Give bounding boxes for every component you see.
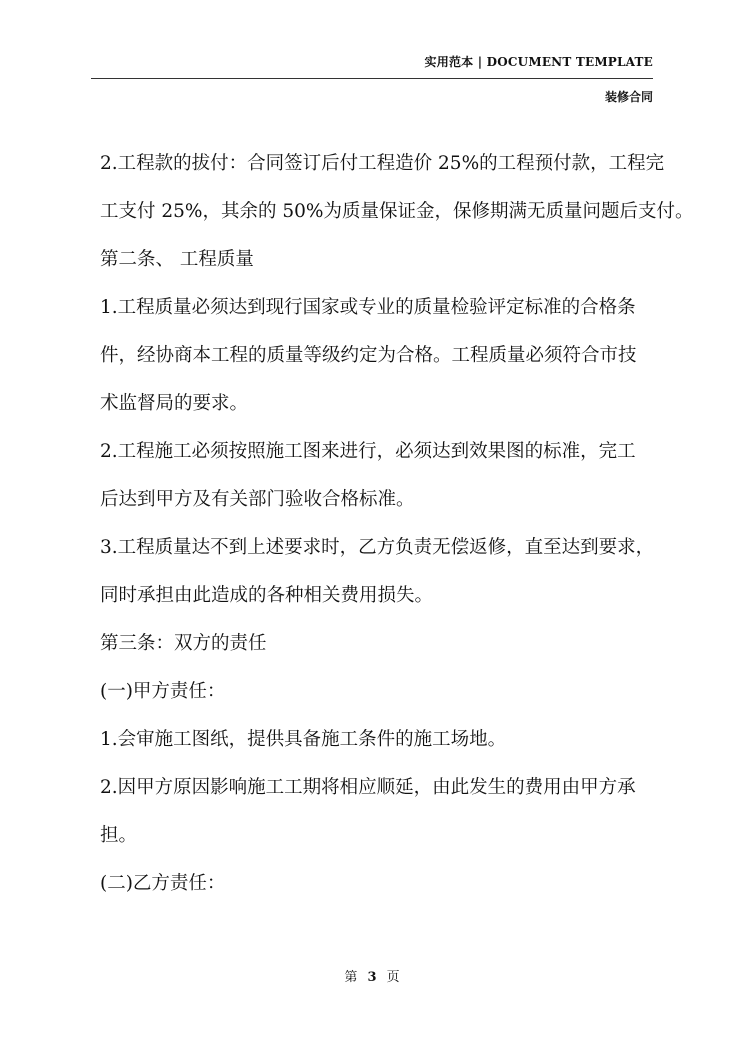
- body-line: 2.工程施工必须按照施工图来进行，必须达到效果图的标准，完工: [100, 441, 636, 462]
- body-line: 1.会审施工图纸，提供具备施工条件的施工场地。: [100, 729, 507, 750]
- subsection-heading: (一)甲方责任：: [100, 681, 226, 702]
- section-heading: 第二条、 工程质量: [100, 249, 254, 270]
- section-heading: 第三条：双方的责任: [100, 633, 267, 654]
- body-line: 工支付 25%，其余的 50%为质量保证金，保修期满无质量问题后支付。: [100, 201, 694, 222]
- footer-prefix: 第: [344, 970, 358, 985]
- body-line: 同时承担由此造成的各种相关费用损失。: [100, 585, 434, 606]
- body-line: 2.工程款的拔付：合同签订后付工程造价 25%的工程预付款，工程完: [100, 153, 665, 174]
- header-title: 实用范本 | DOCUMENT TEMPLATE: [424, 55, 653, 69]
- body-line: 后达到甲方及有关部门验收合格标准。: [100, 489, 415, 510]
- header-subtitle: 装修合同: [604, 90, 653, 104]
- header-divider: [91, 78, 653, 79]
- body-line: 件，经协商本工程的质量等级约定为合格。工程质量必须符合市技: [100, 345, 637, 366]
- page-footer: [0, 966, 744, 985]
- body-line: 术监督局的要求。: [100, 393, 249, 414]
- body-line: 3.工程质量达不到上述要求时，乙方负责无偿返修，直至达到要求，: [100, 537, 655, 558]
- page-number: 3: [367, 970, 377, 985]
- body-line: 担。: [100, 825, 138, 846]
- subsection-heading: (二)乙方责任：: [100, 873, 226, 894]
- footer-suffix: 页: [386, 970, 400, 985]
- body-line: 1.工程质量必须达到现行国家或专业的质量检验评定标准的合格条: [100, 297, 636, 318]
- body-line: 2.因甲方原因影响施工工期将相应顺延，由此发生的费用由甲方承: [100, 777, 636, 798]
- document-body: [100, 140, 694, 908]
